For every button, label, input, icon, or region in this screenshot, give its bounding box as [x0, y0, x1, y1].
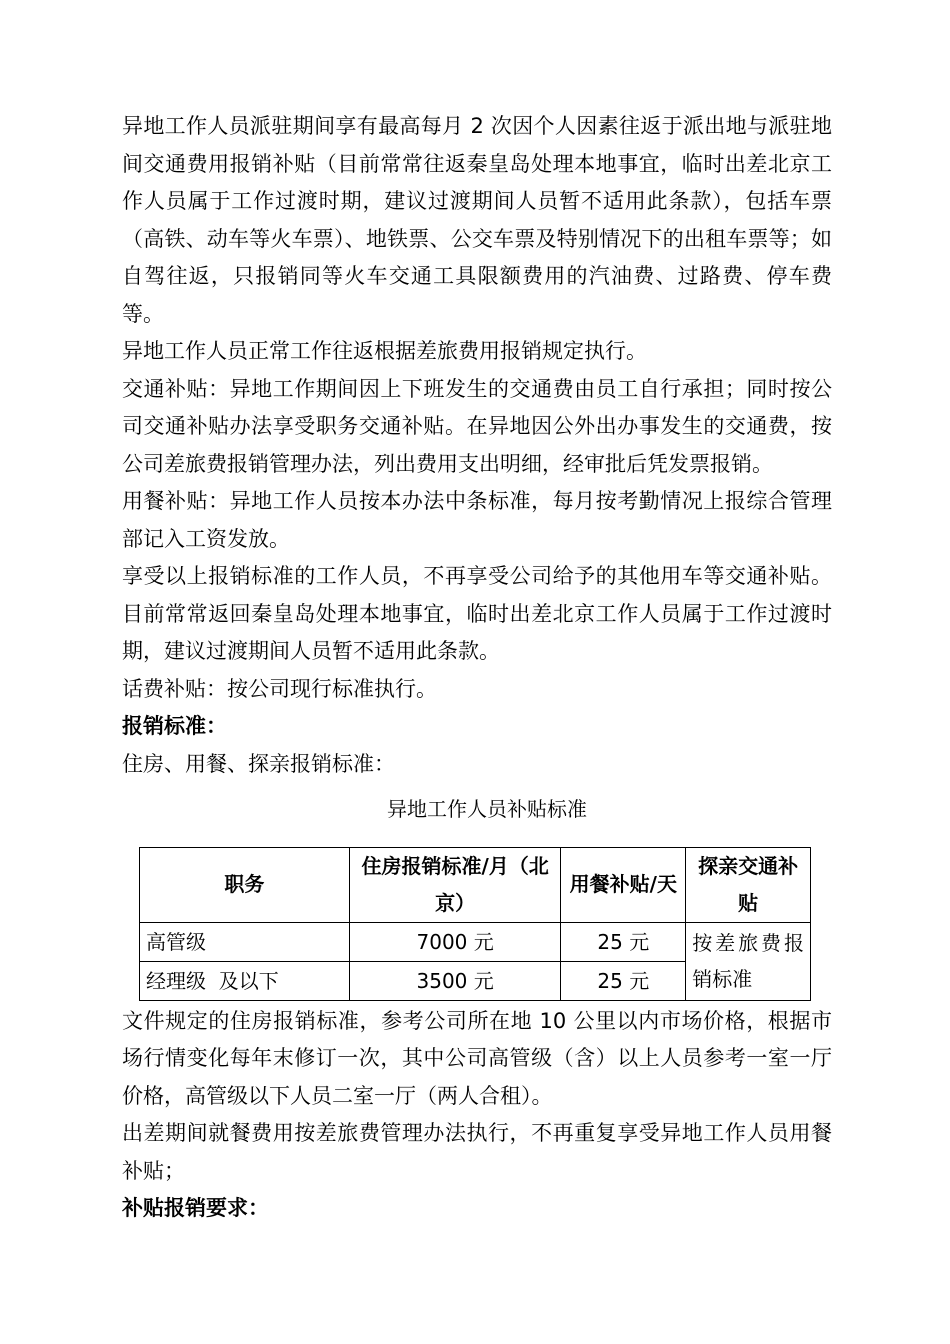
- paragraph-round-trip-allowance: 异地工作人员派驻期间享有最高每月 2 次因个人因素往返于派出地与派驻地间交通费用报销补贴（目前常常往返秦皇岛处理本地事宜，临时出差北京工作人员属于工作过渡时期，建议过渡期间人员暂不适用此条款），包括车票（高铁、动车等火车票）、地铁票、公交车票及特别情况下的出租车票等；如自驾往返，只报销同等火车交通工具限额费用的汽油费、过路费、停车费等。: [122, 114, 832, 326]
- header-housing: 住房报销标准/月（北京）: [349, 847, 561, 922]
- cell-meal: 25 元: [561, 961, 686, 1000]
- paragraph-no-other-transport: 享受以上报销标准的工作人员，不再享受公司给予的其他用车等交通补贴。目前常常返回秦皇岛处理本地事宜，临时出差北京工作人员属于工作过渡时期，建议过渡期间人员暂不适用此条款。: [122, 564, 832, 663]
- allowance-table: [139, 847, 811, 1001]
- paragraph-business-trip-meals: 出差期间就餐费用按差旅费管理办法执行，不再重复享受异地工作人员用餐补贴；: [122, 1121, 832, 1183]
- paragraph-phone-allowance: 话费补贴：按公司现行标准执行。: [122, 676, 437, 701]
- header-meal: 用餐补贴/天: [561, 847, 686, 922]
- heading-reimbursement-standard: 报销标准：: [122, 714, 227, 738]
- subheading-housing-meal-visit: 住房、用餐、探亲报销标准：: [122, 751, 395, 776]
- table-caption: 异地工作人员补贴标准: [387, 797, 587, 821]
- cell-meal: 25 元: [561, 922, 686, 961]
- table-header-row: [140, 847, 811, 922]
- header-position: 职务: [140, 847, 350, 922]
- paragraph-housing-reference: 文件规定的住房报销标准，参考公司所在地 10 公里以内市场价格，根据市场行情变化每年末修订一次，其中公司高管级（含）以上人员参考一室一厅价格，高管级以下人员二室一厅（两人合租）。: [122, 1008, 832, 1108]
- cell-housing: 7000 元: [349, 922, 561, 961]
- table-row: [140, 922, 811, 961]
- paragraph-transport-allowance: 交通补贴：异地工作期间因上下班发生的交通费由员工自行承担；同时按公司交通补贴办法享受职务交通补贴。在异地因公外出办事发生的交通费，按公司差旅费报销管理办法，列出费用支出明细，经审批后凭发票报销。: [122, 376, 832, 476]
- cell-visit-note: 按差旅费报销标准: [686, 922, 811, 1000]
- cell-position: 高管级: [140, 922, 350, 961]
- cell-position: 经理级 及以下: [140, 961, 350, 1000]
- header-visit-transport: 探亲交通补贴: [686, 847, 811, 922]
- cell-housing: 3500 元: [349, 961, 561, 1000]
- document-body: [122, 108, 832, 1228]
- post-table-section: [122, 1003, 832, 1228]
- heading-reimbursement-requirements: 补贴报销要求：: [122, 1196, 269, 1220]
- paragraph-normal-travel: 异地工作人员正常工作往返根据差旅费用报销规定执行。: [122, 339, 647, 363]
- paragraph-meal-allowance: 用餐补贴：异地工作人员按本办法中条标准，每月按考勤情况上报综合管理部记入工资发放。: [122, 489, 832, 551]
